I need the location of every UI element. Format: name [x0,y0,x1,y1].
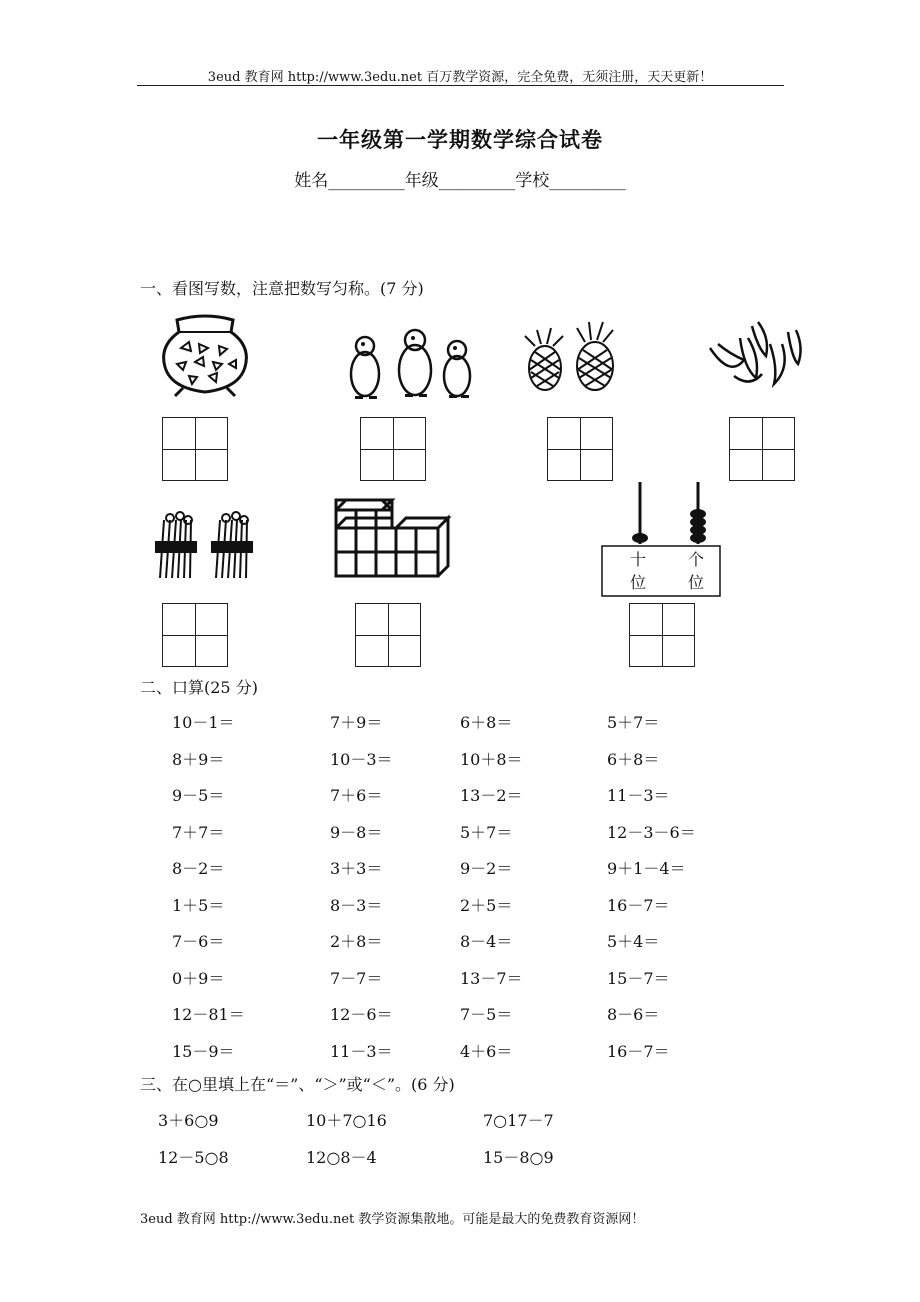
mental-math-item: 13－2＝ [460,786,523,805]
mental-math-item: 5＋7＝ [607,713,660,732]
mental-math-item: 7－5＝ [460,1005,513,1024]
mental-math-item: 5＋4＝ [607,932,660,951]
comparison-item: 12－5○8 [158,1148,229,1167]
answer-box-5[interactable] [162,603,228,667]
mental-math-item: 7－7＝ [330,968,383,988]
section3-heading: 三、在○里填上在“＝”、“＞”或“＜”。(6 分) [140,1075,455,1094]
mental-math-item: 0＋9＝ [172,968,225,988]
penguins-illustration [345,326,475,400]
answer-box-2[interactable] [360,417,426,481]
mental-math-item: 11－3＝ [330,1041,393,1061]
mental-math-item: 10＋8＝ [460,749,523,769]
mental-math-item: 3＋3＝ [330,859,383,878]
mental-math-item: 8－6＝ [607,1005,660,1024]
cubes-illustration [330,496,450,582]
vase-illustration [155,312,255,397]
mental-math-item: 9－8＝ [330,822,383,842]
stick-bundles-illustration [150,508,265,583]
abacus-tens-label-top: 十 [629,550,646,569]
mental-math-item: 9－5＝ [172,786,225,805]
pineapples-illustration [515,312,625,392]
mental-math-item: 9－2＝ [460,859,513,878]
mental-math-item: 6＋8＝ [607,749,660,769]
abacus-tens-label-bottom: 位 [629,573,646,592]
mental-math-item: 10－3＝ [330,749,393,769]
mental-math-item: 12－6＝ [330,1005,393,1024]
mental-math-item: 4＋6＝ [460,1041,513,1061]
mental-math-item: 7＋9＝ [330,713,383,732]
mental-math-item: 13－7＝ [460,968,523,988]
mental-math-item: 9＋1－4＝ [607,859,686,878]
peppers-illustration [700,308,810,388]
mental-math-item: 11－3＝ [607,786,670,805]
page-footer: 3eud 教育网 http://www.3edu.net 教学资源集散地。可能是最大的免费教育资源网！ [140,1212,645,1227]
section2-heading: 二、口算(25 分) [140,678,258,697]
header-divider [137,85,784,86]
student-info-line: 姓名_________年级_________学校_________ [294,171,626,191]
answer-box-7[interactable] [629,603,695,667]
mental-math-item: 8－4＝ [460,932,513,951]
mental-math-item: 16－7＝ [607,895,670,915]
mental-math-item: 15－7＝ [607,968,670,988]
section1-heading: 一、看图写数，注意把数写匀称。(7 分) [140,279,424,298]
mental-math-item: 2＋8＝ [330,932,383,951]
page-title: 一年级第一学期数学综合试卷 [317,127,603,152]
answer-box-4[interactable] [729,417,795,481]
comparison-item: 3＋6○9 [158,1111,219,1130]
mental-math-item: 7－6＝ [172,932,225,951]
mental-math-item: 1＋5＝ [172,895,225,915]
answer-box-3[interactable] [547,417,613,481]
comparison-item: 10＋7○16 [306,1111,387,1130]
answer-box-6[interactable] [355,603,421,667]
abacus-ones-label-top: 个 [687,550,704,569]
mental-math-item: 7＋6＝ [330,786,383,805]
mental-math-item: 12－81＝ [172,1005,245,1024]
comparison-item: 12○8－4 [306,1148,377,1167]
mental-math-item: 8＋9＝ [172,749,225,769]
mental-math-item: 7＋7＝ [172,822,225,842]
mental-math-item: 8－2＝ [172,859,225,878]
page-header: 3eud 教育网 http://www.3edu.net 百万教学资源，完全免费，无须注册，天天更新！ [207,70,713,85]
answer-box-1[interactable] [162,417,228,481]
abacus-ones-label-bottom: 位 [687,573,704,592]
mental-math-item: 8－3＝ [330,895,383,915]
mental-math-item: 16－7＝ [607,1041,670,1061]
mental-math-item: 6＋8＝ [460,713,513,732]
mental-math-item: 2＋5＝ [460,895,513,915]
comparison-item: 15－8○9 [483,1148,554,1167]
mental-math-item: 12－3－6＝ [607,822,696,842]
comparison-item: 7○17－7 [483,1111,554,1130]
mental-math-item: 5＋7＝ [460,822,513,842]
mental-math-item: 10－1＝ [172,713,235,732]
mental-math-item: 15－9＝ [172,1041,235,1061]
